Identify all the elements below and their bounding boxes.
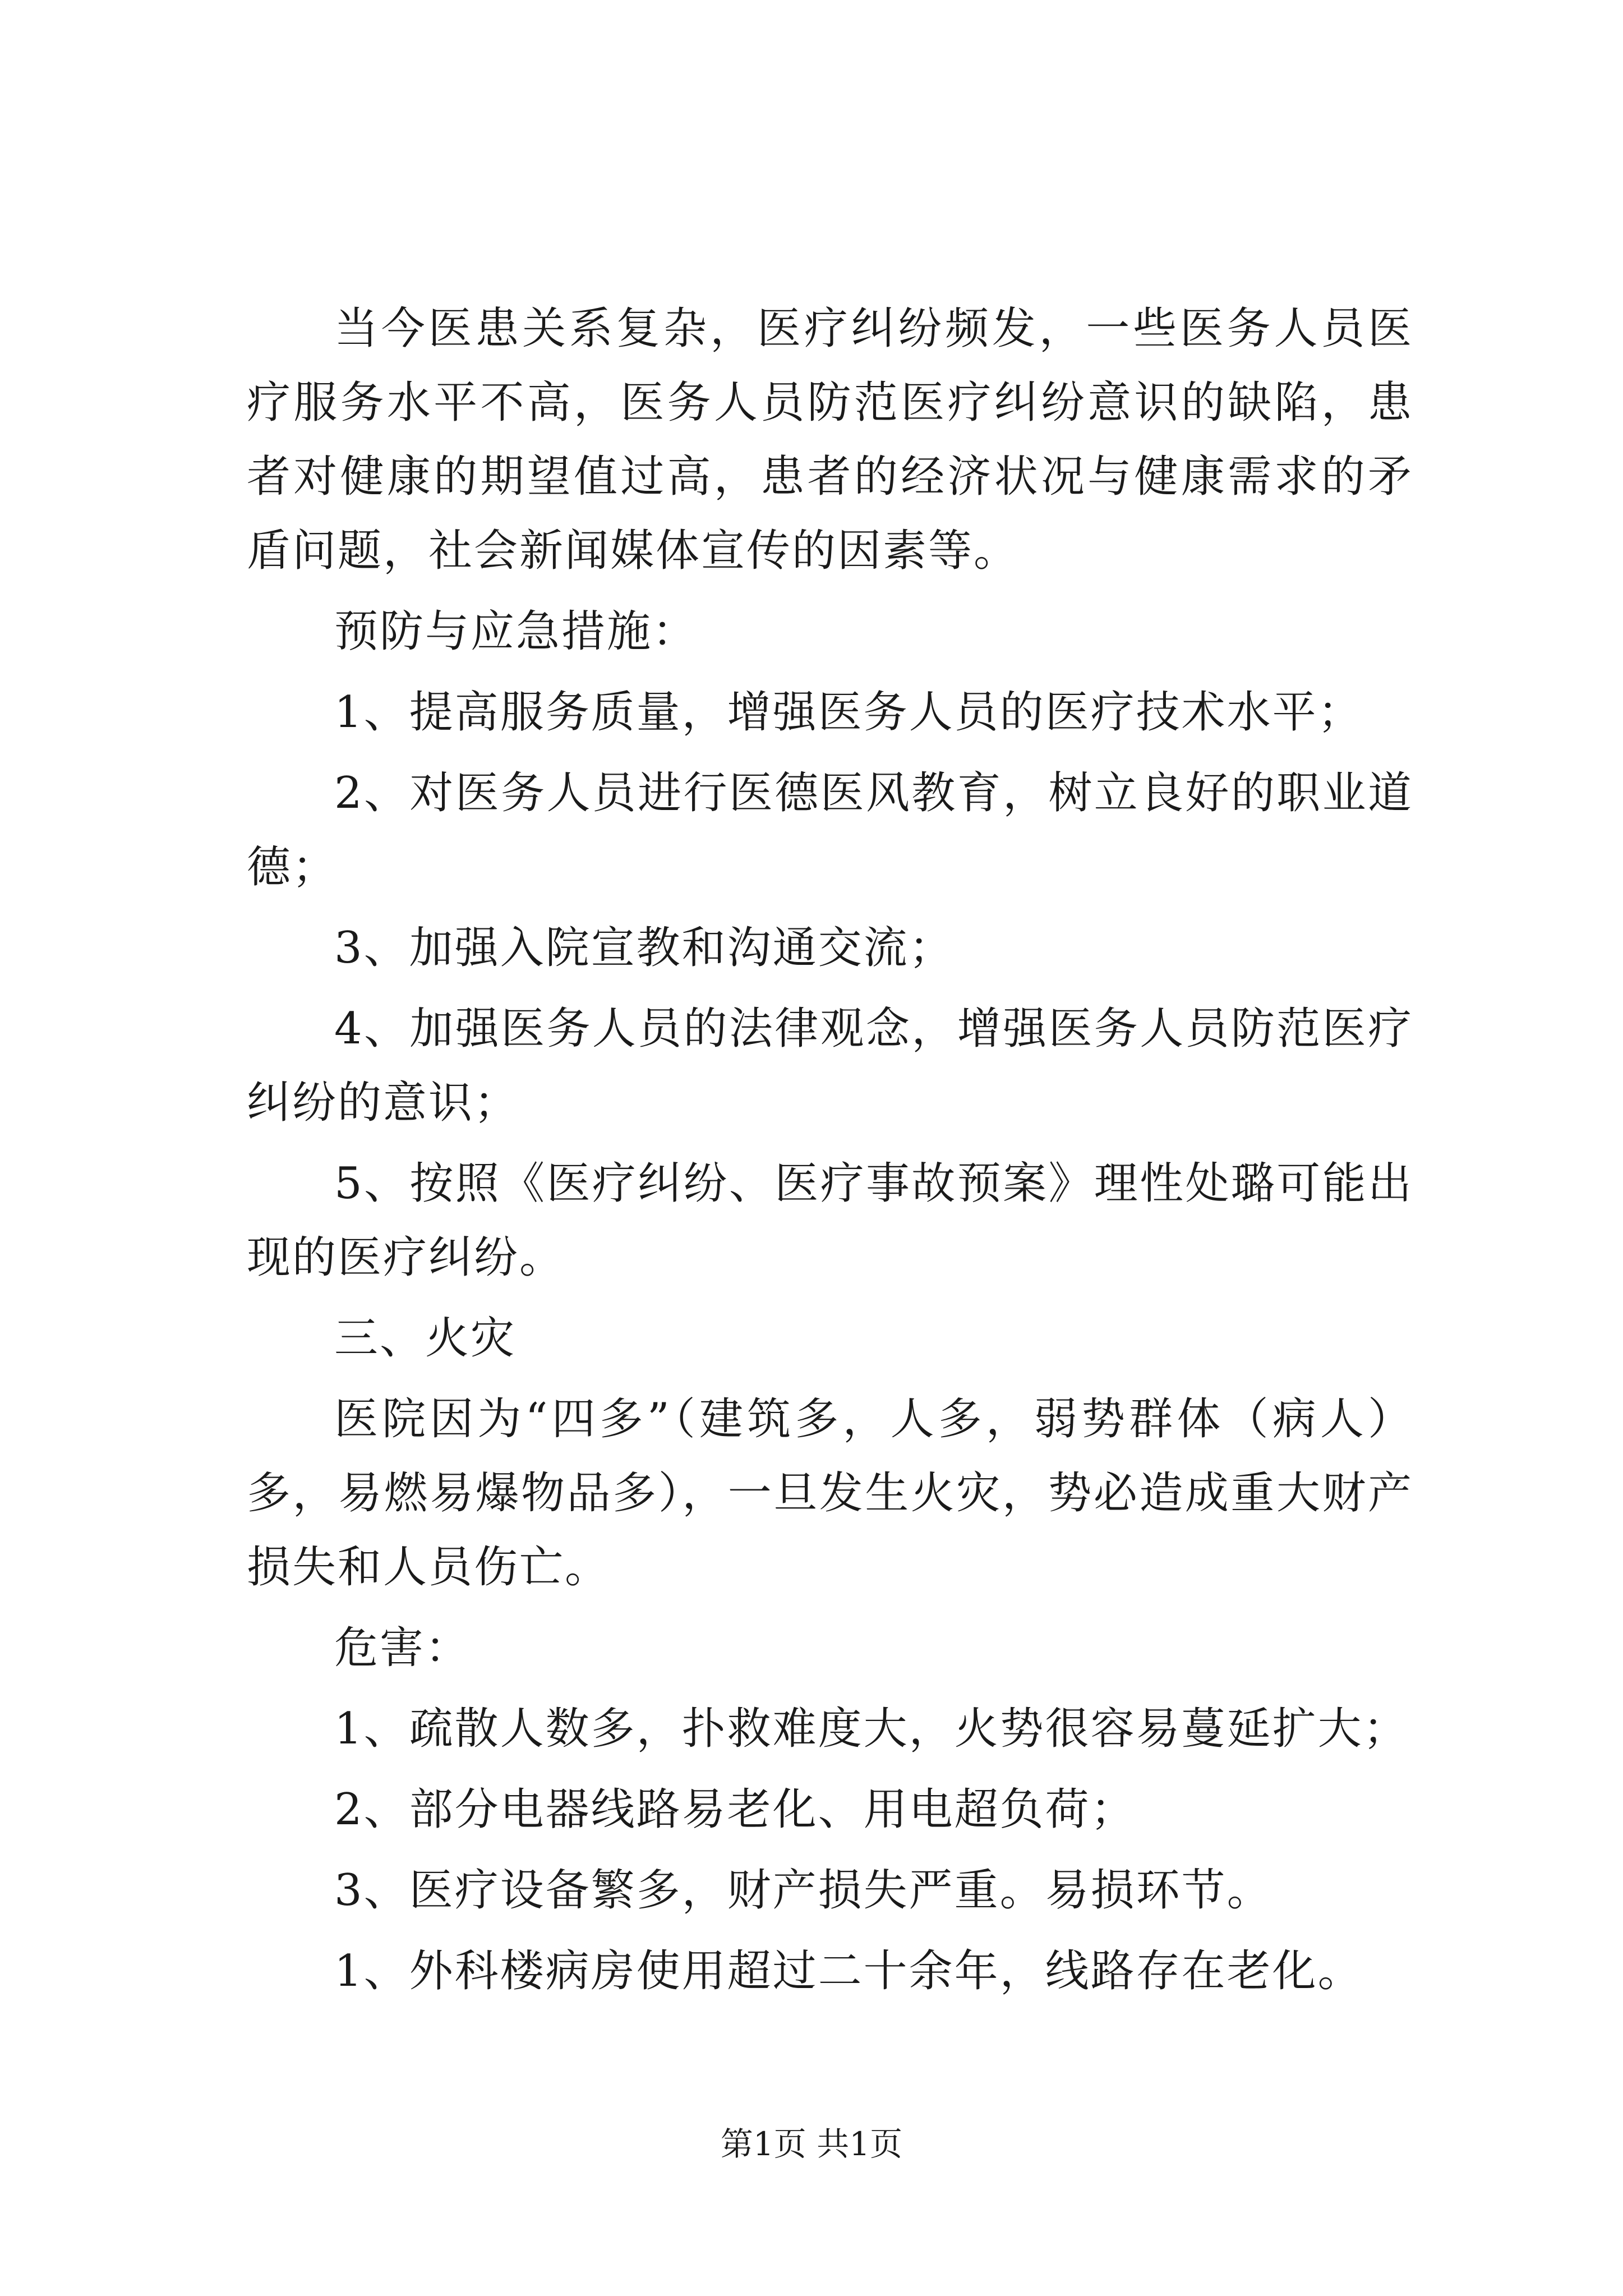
paragraph-measure-2: 2、对医务人员进行医德医风教育，树立良好的职业道德；: [247, 768, 1413, 892]
paragraph-hazards-heading: 危害：: [334, 1623, 471, 1673]
paragraph-measure-4: 4、加强医务人员的法律观念，增强医务人员防范医疗纠纷的意识；: [247, 1004, 1413, 1128]
paragraph-intro: 当今医患关系复杂，医疗纠纷频发，一些医务人员医疗服务水平不高，医务人员防范医疗纠纷意识的缺陷，患者对健康的期望值过高，患者的经济状况与健康需求的矛盾问题，社会新闻媒体宣传的因素等。: [247, 303, 1413, 576]
paragraph-hazard-2: 2、部分电器线路易老化、用电超负荷；: [334, 1784, 1136, 1835]
paragraph-hazard-1: 1、疏散人数多，扑救难度大，火势很容易蔓延扩大；: [334, 1704, 1409, 1754]
section-heading-fire: 三、火灾: [334, 1313, 517, 1364]
paragraph-hazard-3: 3、医疗设备繁多，财产损失严重。易损环节。: [334, 1865, 1272, 1916]
page-footer: 第1页 共1页: [720, 2125, 903, 2163]
paragraph-measure-3: 3、加强入院宣教和沟通交流；: [334, 923, 955, 973]
paragraph-measure-1: 1、提高服务质量，增强医务人员的医疗技术水平；: [334, 687, 1363, 738]
document-body: [247, 292, 1413, 2015]
paragraph-measures-heading: 预防与应急措施：: [334, 606, 698, 657]
paragraph-fire-intro: 医院因为“四多”（建筑多，人多，弱势群体（病人）多，易燃易爆物品多），一旦发生火灾，势必造成重大财产损失和人员伤亡。: [247, 1394, 1413, 1593]
paragraph-weak-point-1: 1、外科楼病房使用超过二十余年，线路存在老化。: [334, 1946, 1363, 1996]
paragraph-measure-5: 5、按照《医疗纠纷、医疗事故预案》理性处璐可能出现的医疗纠纷。: [247, 1158, 1413, 1283]
